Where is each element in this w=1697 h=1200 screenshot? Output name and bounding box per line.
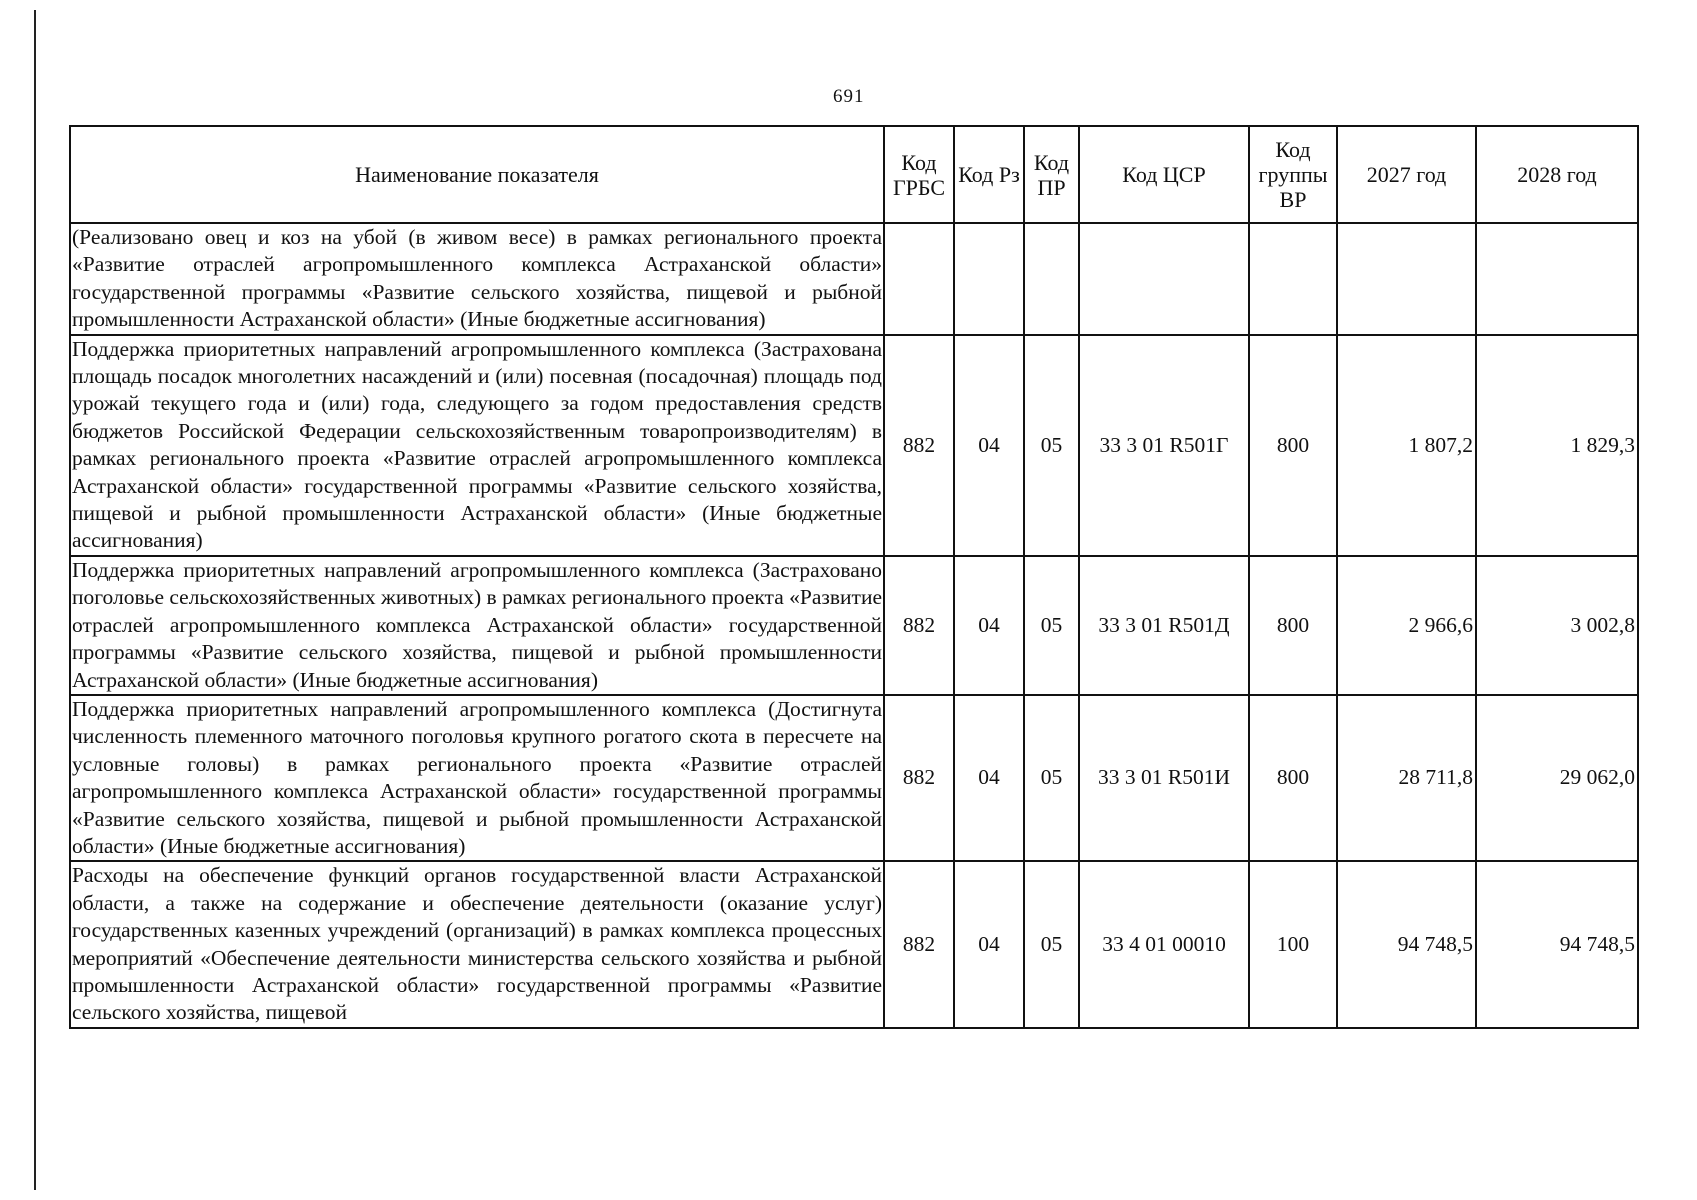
table-row <box>70 695 1638 861</box>
table-row <box>70 861 1638 1027</box>
amount-2027: 28 711,8 <box>1337 695 1476 861</box>
header-csr: Код ЦСР <box>1079 126 1249 223</box>
amount-2028: 94 748,5 <box>1476 861 1638 1027</box>
code-rz: 04 <box>954 556 1024 695</box>
code-csr: 33 4 01 00010 <box>1079 861 1249 1027</box>
code-grbs: 882 <box>884 335 954 556</box>
code-pr: 05 <box>1024 695 1079 861</box>
margin-line <box>34 10 36 1190</box>
table-row <box>70 335 1638 556</box>
code-vr: 800 <box>1249 695 1337 861</box>
amount-2027: 1 807,2 <box>1337 335 1476 556</box>
indicator-name: Поддержка приоритетных направлений агропромышленного комплекса (Застрахована площадь посадок многолетних насаждений и (или) посевная (посадочная) площадь под урожай текущего года и (или) года, следующего за годом предоставления средств бюджетов Российской Федерации сельскохозяйственным товаропроизводителям) в рамках регионального проекта «Развитие отраслей агропромышленного комплекса Астраханской области» государственной программы «Развитие сельского хозяйства, пищевой и рыбной промышленности Астраханской области» (Иные бюджетные ассигнования) <box>70 335 884 556</box>
code-rz: 04 <box>954 861 1024 1027</box>
code-pr: 05 <box>1024 861 1079 1027</box>
code-vr: 800 <box>1249 556 1337 695</box>
code-grbs: 882 <box>884 695 954 861</box>
header-rz: Код Рз <box>954 126 1024 223</box>
code-pr <box>1024 223 1079 335</box>
table-row <box>70 556 1638 695</box>
code-csr: 33 3 01 R501Д <box>1079 556 1249 695</box>
budget-table <box>69 125 1639 1029</box>
code-rz: 04 <box>954 335 1024 556</box>
header-vr: Код группы ВР <box>1249 126 1337 223</box>
indicator-name: Расходы на обеспечение функций органов государственной власти Астраханской области, а также на содержание и обеспечение деятельности (оказание услуг) государственных казенных учреждений (организаций) в рамках комплекса процессных мероприятий «Обеспечение деятельности министерства сельского хозяйства и рыбной промышленности Астраханской области» государственной программы «Развитие сельского хозяйства, пищевой <box>70 861 884 1027</box>
code-vr: 100 <box>1249 861 1337 1027</box>
code-csr: 33 3 01 R501Г <box>1079 335 1249 556</box>
code-pr: 05 <box>1024 335 1079 556</box>
table-row <box>70 223 1638 335</box>
amount-2028: 1 829,3 <box>1476 335 1638 556</box>
code-vr: 800 <box>1249 335 1337 556</box>
code-pr: 05 <box>1024 556 1079 695</box>
code-rz <box>954 223 1024 335</box>
code-csr <box>1079 223 1249 335</box>
amount-2027 <box>1337 223 1476 335</box>
code-grbs: 882 <box>884 861 954 1027</box>
table-header-row <box>70 126 1638 223</box>
amount-2027: 2 966,6 <box>1337 556 1476 695</box>
indicator-name: (Реализовано овец и коз на убой (в живом весе) в рамках регионального проекта «Развитие отраслей агропромышленного комплекса Астраханской области» государственной программы «Развитие сельского хозяйства, пищевой и рыбной промышленности Астраханской области» (Иные бюджетные ассигнования) <box>70 223 884 335</box>
header-pr: Код ПР <box>1024 126 1079 223</box>
code-vr <box>1249 223 1337 335</box>
amount-2028: 29 062,0 <box>1476 695 1638 861</box>
page-number: 691 <box>833 86 865 107</box>
header-grbs: Код ГРБС <box>884 126 954 223</box>
code-rz: 04 <box>954 695 1024 861</box>
header-name: Наименование показателя <box>70 126 884 223</box>
code-grbs: 882 <box>884 556 954 695</box>
amount-2027: 94 748,5 <box>1337 861 1476 1027</box>
header-2028: 2028 год <box>1476 126 1638 223</box>
indicator-name: Поддержка приоритетных направлений агропромышленного комплекса (Достигнута численность племенного маточного поголовья крупного рогатого скота в пересчете на условные головы) в рамках регионального проекта «Развитие отраслей агропромышленного комплекса Астраханской области» государственной программы «Развитие сельского хозяйства, пищевой и рыбной промышленности Астраханской области» (Иные бюджетные ассигнования) <box>70 695 884 861</box>
amount-2028: 3 002,8 <box>1476 556 1638 695</box>
header-2027: 2027 год <box>1337 126 1476 223</box>
code-csr: 33 3 01 R501И <box>1079 695 1249 861</box>
code-grbs <box>884 223 954 335</box>
amount-2028 <box>1476 223 1638 335</box>
indicator-name: Поддержка приоритетных направлений агропромышленного комплекса (Застраховано поголовье сельскохозяйственных животных) в рамках регионального проекта «Развитие отраслей агропромышленного комплекса Астраханской области» государственной программы «Развитие сельского хозяйства, пищевой и рыбной промышленности Астраханской области» (Иные бюджетные ассигнования) <box>70 556 884 695</box>
